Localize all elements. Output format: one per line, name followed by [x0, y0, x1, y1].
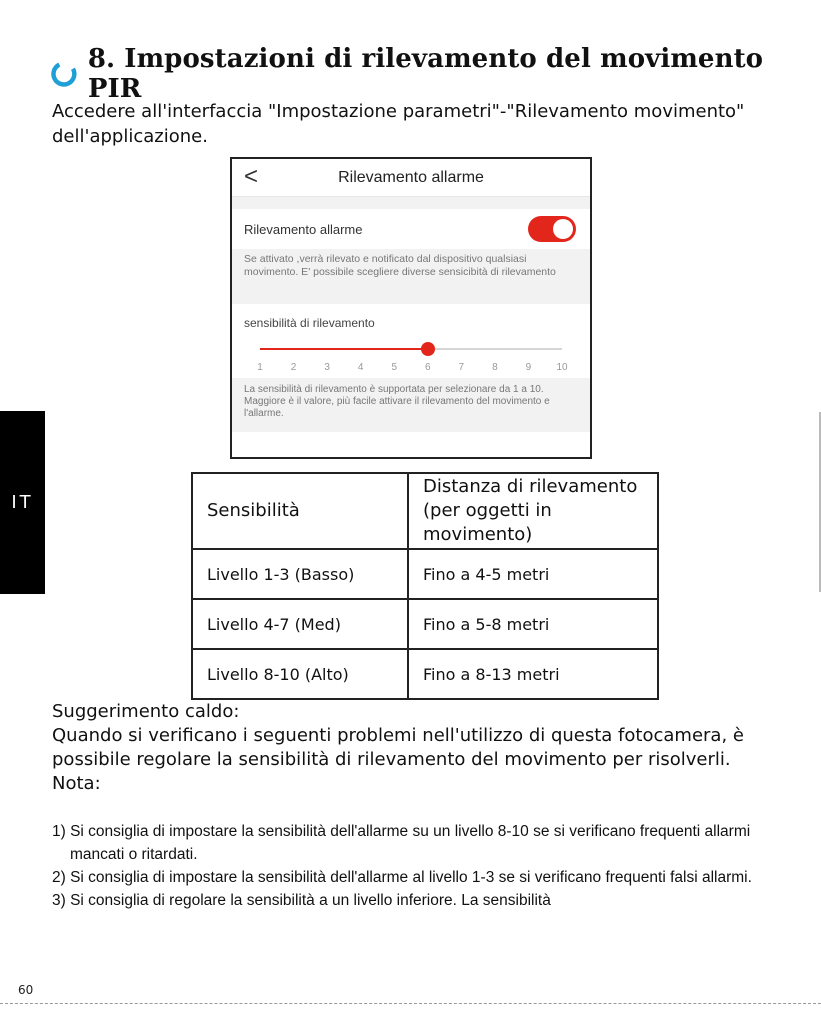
table-row [192, 549, 658, 599]
slider-fill [260, 348, 428, 350]
app-title: Rilevamento allarme [338, 168, 484, 186]
slider-tick-label: 6 [424, 362, 431, 373]
table-cell: Livello 1-3 (Basso) [192, 549, 408, 599]
table-row [192, 599, 658, 649]
slider-tick-label: 1 [257, 362, 263, 373]
sensitivity-info-note: La sensibilità di rilevamento è supportata per selezionare da 1 a 10. Maggiore è il valore, più facile attivare il rilevamento del movimento e l'allarme. [232, 378, 590, 432]
slider-handle[interactable] [421, 342, 435, 356]
table-row [192, 649, 658, 699]
list-item: 2) Si consiglia di impostare la sensibilità dell'allarme al livello 1-3 se si verificano frequenti falsi allarmi. [52, 869, 752, 886]
section-heading [50, 44, 821, 104]
sensitivity-table [191, 472, 659, 700]
table-header-row [192, 473, 658, 549]
slider-ticks [257, 362, 568, 376]
note-title: Nota: [52, 773, 101, 794]
tip-section [52, 700, 792, 796]
slider-tick-label: 3 [324, 362, 330, 373]
list-item: 3) Si consiglia di regolare la sensibilità a un livello inferiore. La sensibilità [52, 892, 551, 909]
intro-text: Accedere all'interfaccia "Impostazione parametri"-"Rilevamento movimento" dell'applicazione. [52, 101, 745, 147]
slider-tick-label: 2 [290, 362, 297, 373]
sensitivity-slider[interactable] [244, 330, 578, 378]
slider-tick-label: 8 [492, 362, 498, 373]
slider-tick-label: 10 [556, 362, 568, 373]
slider-tick-label: 9 [525, 362, 532, 373]
table-cell: Livello 4-7 (Med) [192, 599, 408, 649]
ring-icon [50, 60, 78, 88]
table-cell: Fino a 4-5 metri [408, 549, 658, 599]
table-cell: Fino a 8-13 metri [408, 649, 658, 699]
alarm-toggle-switch[interactable] [528, 216, 576, 242]
header-distance: Distanza di rilevamento (per oggetti in movimento) [408, 473, 658, 549]
back-chevron-icon[interactable]: < [244, 163, 259, 190]
spacer [232, 288, 590, 304]
list-item: 1) Si consiglia di impostare la sensibilità dell'allarme su un livello 8-10 se si verificano frequenti allarmi mancati o ritardati. [52, 823, 751, 863]
notes-list [52, 820, 792, 912]
sensitivity-label: sensibilità di rilevamento [244, 316, 375, 330]
app-screenshot [230, 157, 592, 459]
tip-title: Suggerimento caldo: [52, 701, 240, 722]
alarm-toggle-label: Rilevamento allarme [244, 221, 363, 237]
table-cell: Livello 8-10 (Alto) [192, 649, 408, 699]
alarm-toggle-row [232, 209, 590, 249]
page-bottom-rule [0, 1003, 821, 1004]
language-tab-label: IT [11, 492, 34, 513]
slider-tick-label: 7 [458, 362, 465, 373]
alarm-info-note: Se attivato ,verrà rilevato e notificato dal dispositivo qualsiasi movimento. E' possibile scegliere diverse sensicibità di rilevamento [232, 249, 590, 288]
app-header [232, 159, 590, 197]
slider-tick-label: 4 [357, 362, 364, 373]
tip-body: Quando si verificano i seguenti problemi nell'utilizzo di questa fotocamera, è possibile regolare la sensibilità di rilevamento del movimento per risolverli. [52, 725, 744, 770]
language-tab [0, 411, 45, 594]
page-number: 60 [18, 983, 34, 997]
spacer [232, 197, 590, 209]
header-sensitivity: Sensibilità [192, 473, 408, 549]
table-cell: Fino a 5-8 metri [408, 599, 658, 649]
slider-tick-label: 5 [391, 362, 397, 373]
section-title: 8. Impostazioni di rilevamento del movimento PIR [87, 44, 764, 104]
